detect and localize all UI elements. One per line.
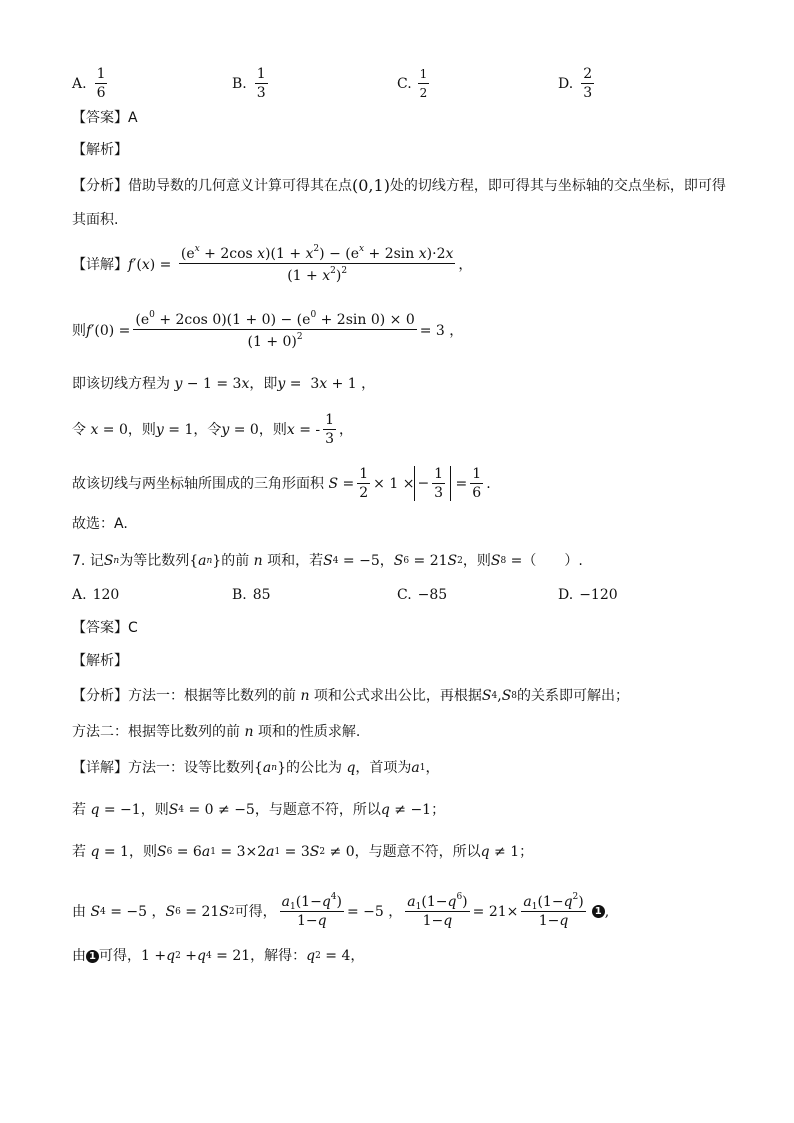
fraction: $\frac{(e^0 + 2\cos 0)(1 + 0) - (e^0 + 2\sin 0) \times 0}{(1 + 0)^2}$ — [135, 310, 415, 350]
q6-tangent-line: 即该切线方程为 y − 1 = 3 x ，即 y = 3 x + 1 ， — [72, 376, 376, 392]
fraction: $\frac{1}{2}$ — [419, 67, 428, 100]
q7-analysis-1: 【分析】方法一：根据等比数列的前 n 项和公式求出公比，再根据 S 4 , S 8 的关系即可解出； — [72, 688, 630, 704]
q7-option-a: A. 120 — [72, 587, 120, 603]
fraction: $\frac{1}{6}$ — [96, 66, 106, 101]
q7-jiexi: 【解析】 — [72, 653, 128, 669]
q6-jiexi: 【解析】 — [72, 142, 128, 158]
circled-number: 1 — [592, 905, 605, 918]
q7-answer: 【答案】C — [72, 620, 138, 636]
q7-equations: 由 S 4 = −5 ， S 6 = 21 S 2 可得， $\frac{a_1(1-q^4)}{1-q}$ = −5 ， $\frac{a_1(1-q^6)}{1-q}$ = 21× $\frac{a_1(1-q^2)}{1-q}$ 1 , — [72, 892, 610, 929]
q7-solve: 由 1 可得， 1 + q 2 + q 4 = 21 ，解得： q 2 = 4 ， — [72, 948, 365, 964]
q6-intercepts: 令 x = 0 ，则 y = 1 ，令 y = 0 ，则 x = - $\frac{1}{3}$ ， — [72, 412, 354, 447]
q6-option-c: C. $\frac{1}{2}$ — [397, 67, 428, 100]
q7-analysis-2: 方法二：根据等比数列的前 n 项和的性质求解. — [72, 724, 361, 740]
absolute-value: − $\frac{1}{3}$ — [414, 466, 451, 501]
fraction: $\frac{1}{2}$ — [359, 466, 369, 501]
fraction: $\frac{a_1(1-q^2)}{1-q}$ — [523, 892, 584, 929]
q7-case-q-neg1: 若 q = −1 ，则 S 4 = 0 ≠ −5 ，与题意不符，所以 q ≠ −1 ； — [72, 802, 446, 818]
fraction: $\frac{1}{3}$ — [434, 466, 444, 501]
q7-option-d: D. −120 — [558, 587, 618, 603]
q7-case-q-1: 若 q = 1 ，则 S 6 = 6 a 1 = 3×2 a 1 = 3 S 2 ≠ 0 ，与题意不符，所以 q ≠ 1 ； — [72, 844, 534, 860]
fraction: $\frac{a_1(1-q^6)}{1-q}$ — [407, 892, 468, 929]
q7-stem: 7. 记 S n 为等比数列 { a n } 的前 n 项和，若 S 4 = −5 ， S 6 = 21 S 2 ，则 S 8 = （ ）. — [72, 553, 583, 569]
q7-option-c: C. −85 — [397, 587, 448, 603]
q6-answer: 【答案】A — [72, 110, 138, 126]
fraction: $\frac{1}{6}$ — [472, 466, 482, 501]
fraction: $\frac{2}{3}$ — [583, 66, 593, 101]
fraction: $\frac{a_1(1-q^4)}{1-q}$ — [281, 892, 342, 929]
q6-derivative-at-zero: 则 f ′(0) = $\frac{(e^0 + 2\cos 0)(1 + 0) - (e^0 + 2\sin 0) \times 0}{(1 + 0)^2}$ = 3 ， — [72, 310, 464, 350]
q6-option-b: B. $\frac{1}{3}$ — [232, 66, 266, 101]
q6-option-d: D. $\frac{2}{3}$ — [558, 66, 593, 101]
q7-option-b: B. 85 — [232, 587, 271, 603]
fraction: $\frac{1}{3}$ — [256, 66, 266, 101]
q6-choice: 故选：A. — [72, 516, 128, 532]
fraction: $\frac{(e^x + 2\cos x)(1 + x^2) - (e^x + 2\sin x)\cdot 2x}{(1 + x^2)^2}$ — [180, 244, 454, 284]
q6-analysis-line2: 其面积. — [72, 212, 119, 228]
q7-detail-setup: 【详解】方法一：设等比数列 { a n } 的公比为 q ，首项为 a 1 ， — [72, 760, 440, 776]
circled-number: 1 — [86, 950, 99, 963]
q6-derivative-formula: 【详解】 f ′ ( x ) = $\frac{(e^x + 2\cos x)(1 + x^2) - (e^x + 2\sin x)\cdot 2x}{(1 + x^2)^2}$ ， — [72, 244, 473, 284]
q6-area: 故该切线与两坐标轴所围成的三角形面积 S = $\frac{1}{2}$ × 1 × − $\frac{1}{3}$ = $\frac{1}{6}$ . — [72, 466, 491, 501]
fraction: $\frac{1}{3}$ — [325, 412, 335, 447]
q6-option-a: A. $\frac{1}{6}$ — [72, 66, 106, 101]
q6-analysis: 【分析】借助导数的几何意义计算可得其在点 (0,1) 处的切线方程，即可得其与坐标轴的交点坐标，即可得 — [72, 176, 726, 195]
